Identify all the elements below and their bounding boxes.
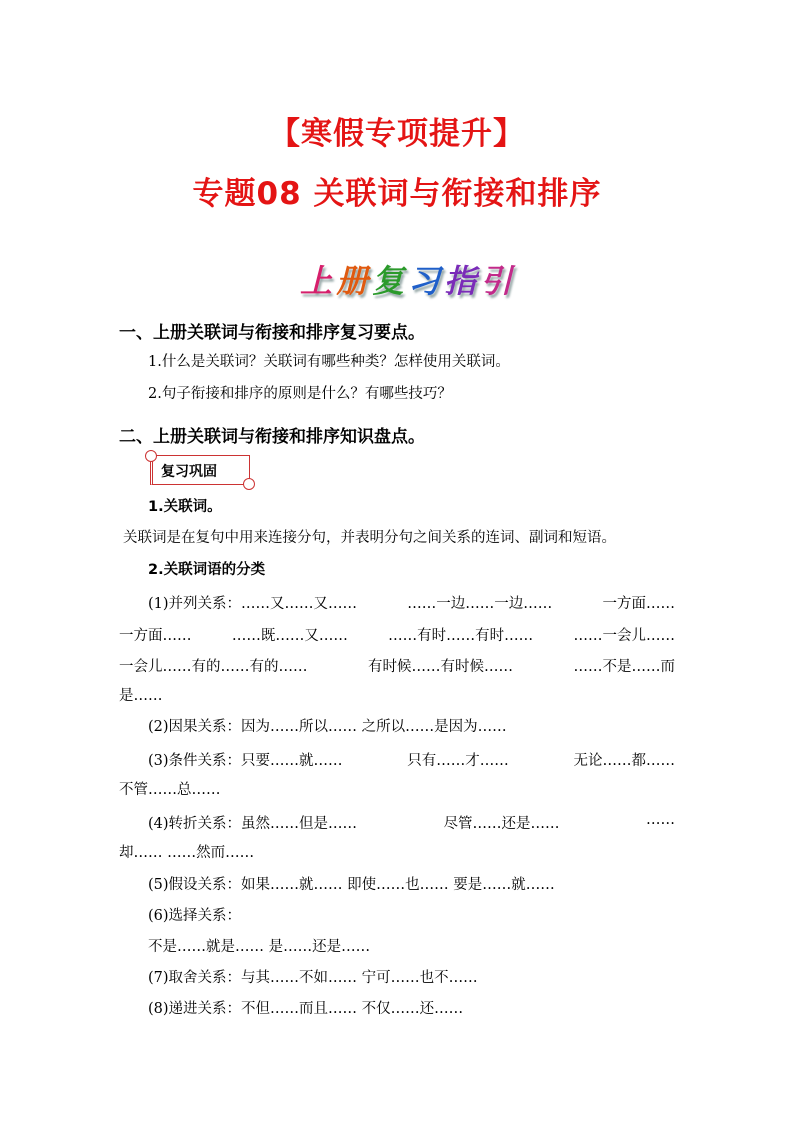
- line-part: ……: [645, 812, 675, 828]
- category-line: (7)取舍关系：与其……不如…… 宁可……也不……: [148, 970, 478, 986]
- page-subtitle: 专题08 关联词与衔接和排序: [192, 176, 602, 212]
- category-line: 不是……就是…… 是……还是……: [148, 939, 371, 955]
- line-part: 一方面……: [119, 628, 192, 644]
- page-title: 【寒假专项提升】: [269, 116, 525, 152]
- line-part: ……不是……而: [573, 659, 675, 675]
- category-line: (6)选择关系：: [148, 908, 242, 924]
- category-line: (8)递进关系：不但……而且…… 不仅……还……: [148, 1001, 464, 1017]
- line-part: 有时候……有时候……: [368, 659, 513, 675]
- banner-char: 指: [444, 262, 477, 300]
- category-line: [119, 655, 675, 676]
- line-part: 无论……都……: [573, 753, 675, 769]
- line-part: 一会儿……有的……有的……: [119, 659, 308, 675]
- subsection-title: 2.关联词语的分类: [148, 562, 266, 578]
- line-part: ……一边……一边……: [407, 596, 553, 612]
- section1-item: 1.什么是关联词？关联词有哪些种类？怎样使用关联词。: [148, 354, 510, 370]
- review-tag-label: 复习巩固: [161, 464, 217, 480]
- category-line: [119, 624, 675, 645]
- line-part: 一方面……: [602, 596, 675, 612]
- section1-item: 2.句子衔接和排序的原则是什么？有哪些技巧？: [148, 386, 452, 402]
- line-part: ……既……又……: [231, 628, 348, 644]
- banner-char: 习: [408, 262, 441, 300]
- category-line: 是……: [119, 688, 163, 704]
- line-part: ……一会儿……: [573, 628, 675, 644]
- line-part: (4)转折关系：虽然……但是……: [148, 816, 358, 832]
- category-line: [148, 812, 675, 833]
- section1-heading: 一、上册关联词与衔接和排序复习要点。: [119, 323, 425, 343]
- category-line: 却…… ……然而……: [119, 845, 255, 861]
- category-line: [148, 749, 675, 770]
- section2-heading: 二、上册关联词与衔接和排序知识盘点。: [119, 427, 425, 447]
- line-part: (3)条件关系：只要……就……: [148, 753, 343, 769]
- line-part: 尽管……还是……: [443, 816, 560, 832]
- review-tag: [150, 455, 250, 485]
- category-line: 不管……总……: [119, 782, 221, 798]
- banner-char: 册: [336, 262, 369, 300]
- banner-char: 上: [300, 262, 333, 300]
- banner-char: 复: [372, 262, 405, 300]
- line-part: ……有时……有时……: [388, 628, 534, 644]
- review-guide-banner: [300, 256, 530, 310]
- category-line: (2)因果关系：因为……所以…… 之所以……是因为……: [148, 719, 507, 735]
- line-part: (1)并列关系：……又……又……: [148, 596, 358, 612]
- line-part: 只有……才……: [407, 753, 509, 769]
- category-line: (5)假设关系：如果……就…… 即使……也…… 要是……就……: [148, 877, 555, 893]
- banner-char: 引: [480, 262, 513, 300]
- subsection-title: 1.关联词。: [148, 499, 222, 515]
- definition-text: 关联词是在复句中用来连接分句，并表明分句之间关系的连词、副词和短语。: [123, 530, 616, 546]
- category-line: [148, 592, 675, 613]
